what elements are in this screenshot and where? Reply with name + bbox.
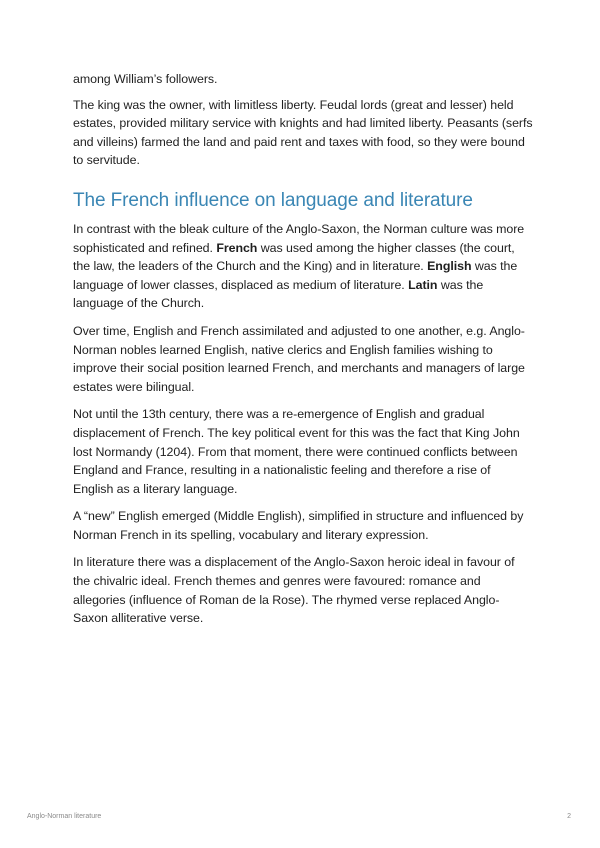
paragraph-re-emergence: Not until the 13th century, there was a re-emergence of English and gradual displacement of French. The key political event for this was the fact that King John lost Normandy (1204). From that moment, there were continued conflicts between England and France, resulting in a nationalistic feeling and therefore a rise of English as a literary language. — [73, 407, 520, 496]
paragraph-middle-english: A “new” English emerged (Middle English), simplified in structure and influenced by Norman French in its spelling, vocabulary and literary expression. — [73, 509, 524, 542]
text-run: was the language of the Church. — [73, 277, 484, 311]
bold-term-english: English — [427, 259, 472, 274]
paragraph-assimilation: Over time, English and French assimilated and adjusted to one another, e.g. Anglo-Norman nobles learned English, native clerics and English families wishing to improve their social position learned French, and merchants and managers of large estates were bilingual. — [73, 323, 525, 394]
page-content — [73, 70, 533, 637]
bold-term-french: French — [216, 240, 258, 255]
text-run: was the language of lower classes, displaced as medium of literature. — [73, 259, 518, 292]
footer-title: Anglo-Norman literature — [27, 813, 102, 820]
paragraph-feudal-system: The king was the owner, with limitless liberty. Feudal lords (great and lesser) held estates, provided military service with knights and had limited liberty. Peasants (serfs and villeins) farmed the land and paid rent and taxes with food, so they were bound to servitude. — [73, 97, 533, 168]
page-number: 2 — [567, 813, 571, 820]
bold-term-latin: Latin — [408, 277, 438, 292]
text-run: was used among the higher classes (the court, the law, the leaders of the Church and the King) and in literature. — [73, 240, 515, 274]
paragraph-continuation: among William’s followers. — [73, 72, 218, 86]
section-heading: The French influence on language and literature — [73, 189, 473, 211]
paragraph-literature: In literature there was a displacement of the Anglo-Saxon heroic ideal in favour of the chivalric ideal. French themes and genres were favoured: romance and allegories (influence of Roman de la Rose). The rhymed verse replaced Anglo-Saxon alliterative verse. — [73, 555, 515, 626]
text-run: In contrast with the bleak culture of the Anglo-Saxon, the Norman culture was more sophisticated and refined. — [73, 221, 525, 255]
paragraph-norman-culture — [73, 220, 533, 313]
